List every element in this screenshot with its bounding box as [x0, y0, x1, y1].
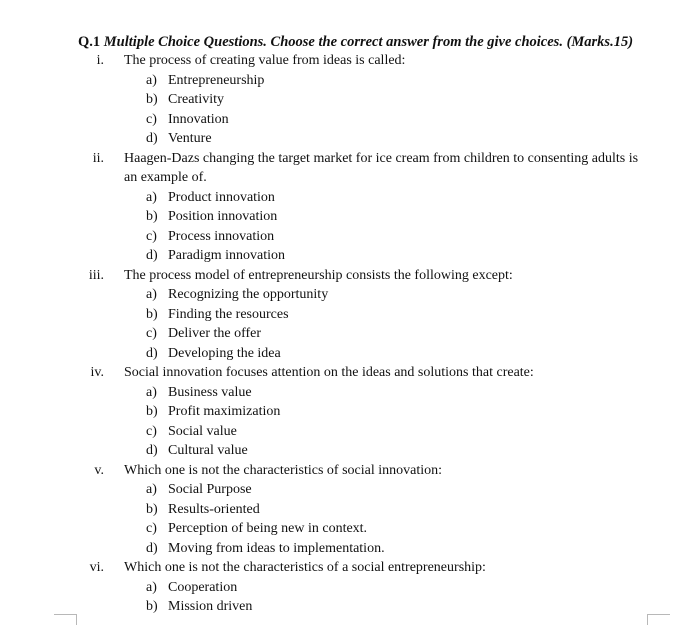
answer-option	[0, 383, 700, 403]
option-letter: d)	[146, 540, 158, 556]
option-letter: d)	[146, 345, 158, 361]
answer-option	[0, 90, 700, 110]
answer-option	[0, 207, 700, 227]
option-text: Position innovation	[168, 209, 278, 224]
heading-instruction: Multiple Choice Questions. Choose the correct answer from the give choices. (Marks.15)	[103, 34, 634, 50]
answer-option	[0, 597, 700, 617]
option-letter: b)	[146, 209, 158, 224]
answer-option	[0, 110, 700, 130]
question-text: Which one is not the characteristics of social innovation:	[124, 462, 443, 478]
option-text: Business value	[168, 384, 252, 400]
option-list	[0, 188, 700, 266]
option-text: Finding the resources	[168, 306, 289, 322]
question-list	[0, 51, 700, 617]
heading-number: Q.1	[78, 34, 101, 50]
question-item	[0, 51, 700, 149]
option-letter: c)	[146, 228, 157, 244]
question-item	[0, 149, 700, 266]
option-letter: b)	[146, 599, 158, 614]
option-letter: b)	[146, 92, 158, 107]
answer-option	[0, 344, 700, 364]
answer-option	[0, 441, 700, 461]
question-number: vi.	[89, 560, 104, 575]
option-text: Process innovation	[168, 228, 275, 244]
answer-option	[0, 500, 700, 520]
answer-option	[0, 188, 700, 208]
answer-option	[0, 422, 700, 442]
answer-option	[0, 71, 700, 91]
option-letter: b)	[146, 404, 158, 419]
option-text: Innovation	[168, 111, 229, 127]
section-heading	[78, 33, 633, 51]
option-text: Entrepreneurship	[168, 72, 265, 88]
option-text: Cooperation	[168, 579, 238, 595]
answer-option	[0, 285, 700, 305]
option-text: Cultural value	[168, 443, 248, 458]
option-letter: d)	[146, 248, 158, 263]
option-letter: a)	[146, 384, 157, 400]
option-text: Paradigm innovation	[168, 248, 286, 263]
answer-option	[0, 402, 700, 422]
option-text: Recognizing the opportunity	[168, 287, 329, 302]
option-letter: b)	[146, 501, 158, 517]
option-list	[0, 383, 700, 461]
option-text: Developing the idea	[168, 345, 281, 361]
question-item	[0, 558, 700, 617]
answer-option	[0, 305, 700, 325]
answer-option	[0, 539, 700, 559]
question-item	[0, 363, 700, 461]
option-text: Social value	[168, 423, 237, 439]
question-number: v.	[94, 462, 104, 478]
answer-option	[0, 129, 700, 149]
option-list	[0, 285, 700, 363]
option-letter: a)	[146, 482, 157, 497]
option-letter: a)	[146, 579, 157, 595]
answer-option	[0, 578, 700, 598]
option-text: Perception of being new in context.	[168, 521, 368, 536]
page-corner-mark-right	[647, 614, 670, 625]
question-text: The process model of entrepreneurship consists the following except:	[124, 267, 513, 283]
option-text: Product innovation	[168, 189, 275, 205]
option-list	[0, 480, 700, 558]
option-letter: a)	[146, 72, 157, 88]
option-letter: a)	[146, 287, 157, 302]
question-item	[0, 266, 700, 364]
question-number: i.	[96, 53, 104, 68]
option-text: Deliver the offer	[168, 326, 262, 341]
answer-option	[0, 227, 700, 247]
question-text: Social innovation focuses attention on the ideas and solutions that create:	[124, 365, 534, 380]
question-number: ii.	[92, 150, 104, 166]
answer-option	[0, 324, 700, 344]
option-text: Profit maximization	[168, 404, 281, 419]
option-text: Mission driven	[168, 599, 253, 614]
answer-option	[0, 480, 700, 500]
option-text: Social Purpose	[168, 482, 252, 497]
option-list	[0, 578, 700, 617]
option-text: Moving from ideas to implementation.	[168, 540, 385, 556]
option-letter: b)	[146, 306, 158, 322]
option-letter: a)	[146, 189, 157, 205]
option-text: Creativity	[168, 92, 224, 107]
option-letter: c)	[146, 521, 157, 536]
answer-option	[0, 519, 700, 539]
question-number: iv.	[90, 365, 104, 380]
question-text: Haagen-Dazs changing the target market for ice cream from children to consenting adults is an example of.	[124, 150, 639, 185]
option-text: Venture	[168, 131, 212, 146]
question-number: iii.	[88, 267, 104, 283]
option-text: Results-oriented	[168, 501, 260, 517]
option-letter: d)	[146, 443, 158, 458]
option-letter: c)	[146, 111, 157, 127]
answer-option	[0, 246, 700, 266]
option-letter: c)	[146, 326, 157, 341]
question-text: Which one is not the characteristics of a social entrepreneurship:	[124, 560, 486, 575]
option-list	[0, 71, 700, 149]
question-text: The process of creating value from ideas is called:	[124, 53, 406, 68]
page-corner-mark-left	[54, 614, 77, 625]
question-item	[0, 461, 700, 559]
option-letter: c)	[146, 423, 157, 439]
option-letter: d)	[146, 131, 158, 146]
